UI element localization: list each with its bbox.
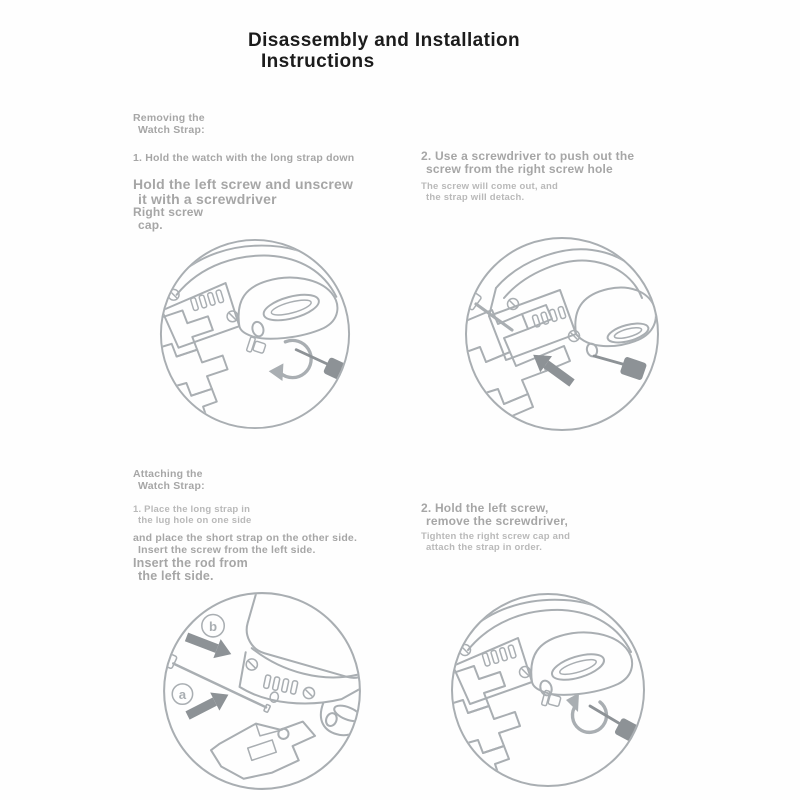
screwdriver-handle xyxy=(620,356,648,381)
screw xyxy=(246,337,266,356)
attaching-step2: 2. Hold the left screw, remove the screwdriver, xyxy=(421,501,569,529)
strap-button xyxy=(606,320,651,346)
lug-slots xyxy=(190,290,224,311)
screwdriver-shaft xyxy=(296,350,332,367)
lug-hole xyxy=(251,321,265,338)
figure-circle xyxy=(164,593,360,789)
strap-lug-hole xyxy=(278,729,288,739)
figure-attach-rod xyxy=(160,589,364,793)
figure-circle xyxy=(466,238,658,430)
lug-slots xyxy=(482,645,516,667)
removing-step1-caption: Right screw cap. xyxy=(133,205,204,233)
label-a-badge xyxy=(172,684,192,704)
label-b: b xyxy=(208,618,218,634)
watch-body xyxy=(453,600,638,704)
removing-step1-detail: Hold the left screw and unscrew it with a screwdriver xyxy=(133,176,354,207)
insert-arrow-a-icon xyxy=(183,686,233,725)
attaching-step1: 1. Place the long strap in the lug hole on one side xyxy=(133,504,252,527)
removing-heading: Removing the Watch Strap: xyxy=(133,112,205,137)
attaching-heading: Attaching the Watch Strap: xyxy=(133,468,205,493)
page-title-line1: Disassembly and Installation xyxy=(248,30,521,51)
page-title-line2: Instructions xyxy=(261,50,375,72)
strap-button xyxy=(261,290,321,326)
screwdriver-shaft xyxy=(594,356,626,365)
label-a: a xyxy=(178,687,187,703)
watch-body xyxy=(240,589,364,735)
figure-remove-pushout xyxy=(462,234,662,434)
removing-step2: 2. Use a screwdriver to push out the screw from the right screw hole xyxy=(421,149,635,177)
removing-step1: 1. Hold the watch with the long strap down xyxy=(133,152,355,164)
attaching-step2-note: Tighten the right screw cap and attach the strap in order. xyxy=(421,531,571,554)
lug-slots xyxy=(263,675,298,695)
label-b-badge xyxy=(202,615,224,637)
push-direction-arrow-icon xyxy=(527,347,578,391)
page-title xyxy=(248,31,520,72)
figure-circle xyxy=(452,594,644,786)
rotate-ccw-arrow-icon xyxy=(280,340,311,377)
figure-remove-unscrew xyxy=(157,236,353,432)
strap-end-link xyxy=(211,722,315,779)
attaching-step1-detail: and place the short strap on the other side. Insert the screw from the left side. xyxy=(133,532,358,557)
rotate-arrowhead-icon xyxy=(269,363,284,381)
removing-step2-note: The screw will come out, and the strap will detach. xyxy=(421,181,559,204)
watch-body xyxy=(162,246,343,348)
figure-attach-tighten xyxy=(448,590,648,790)
attaching-step1-caption: Insert the rod from the left side. xyxy=(133,556,248,584)
strap-button xyxy=(549,649,607,685)
